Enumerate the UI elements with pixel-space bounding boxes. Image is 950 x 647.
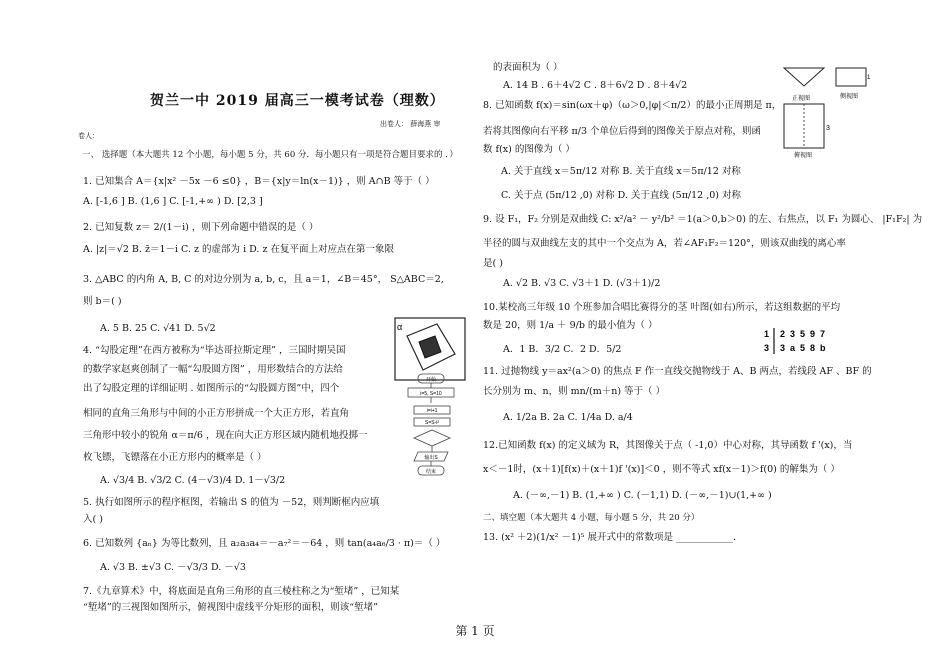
exam-title: 贺兰一中 2019 届高三一模考试卷（理数） bbox=[150, 93, 445, 109]
question-7: 7.《九章算术》中，将底面是直角三角形的直三棱柱称之为“堑堵” ，已知某 bbox=[83, 586, 400, 597]
question-7-options: A. 14 B . 6＋4√2 C . 8＋6√2 D . 8＋4√2 bbox=[503, 80, 688, 91]
question-6-options: A. √3 B. ±√3 C. －√3/3 D. －√3 bbox=[100, 562, 246, 573]
question-3-cont: 则 b＝( ) bbox=[83, 296, 122, 307]
question-8-line3: 数 f(x) 的图像为（ ） bbox=[483, 144, 575, 155]
question-10-line2: 数是 20，则 1/a ＋ 9/b 的最小值为（ ） bbox=[483, 320, 658, 331]
question-9-options: A. √2 B. √3 C. √3＋1 D. (√3＋1)/2 bbox=[503, 278, 661, 289]
top-dim: 3 bbox=[826, 125, 830, 132]
stem-row1: 1 bbox=[764, 329, 770, 339]
question-9-line2: 半径的圆与双曲线左支的其中一个交点为 A，若∠AF₁F₂＝120°，则该双曲线的离心率 bbox=[483, 238, 846, 249]
section-1-heading: 一、 选择题（本大题共 12 个小题，每小题 5 分，共 60 分．每小题只有一项是符合题目要求的 ．） bbox=[82, 150, 458, 160]
question-5: 5. 执行如图所示的程序框图，若输出 S 的值为 －52，则判断框内应填 bbox=[83, 497, 380, 508]
question-7-cont: “堑堵”的三视图如图所示，俯视图中虚线平分矩形的面积，则该“堑堵” bbox=[83, 602, 378, 613]
question-8-options-cd: C. 关于点 (5π/12 ,0) 对称 D. 关于直线 (5π/12 ,0) 对称 bbox=[501, 190, 742, 201]
question-4-line3: 出了勾股定理的详细证明 . 如图所示的“勾股圆方图”中，四个 bbox=[83, 383, 340, 394]
question-4-options: A. √3/4 B. √3/2 C. (4－√3)/4 D. 1－√3/2 bbox=[100, 475, 286, 486]
front-view-triangle bbox=[784, 68, 824, 86]
question-11-line2: 长分别为 m、n，则 mn/(m＋n) 等于（ ） bbox=[483, 386, 666, 397]
question-11: 11. 过抛物线 y＝ax²(a＞0) 的焦点 F 作一直线交抛物线于 A、B 两点，若线段 AF 、BF 的 bbox=[483, 366, 872, 377]
question-7-end: 的表面积为（ ） bbox=[493, 62, 563, 73]
question-9-line3: 是( ) bbox=[483, 258, 503, 269]
flow-init-label: i=5, S=10 bbox=[420, 391, 442, 397]
flowchart-figure bbox=[400, 372, 470, 482]
flow-output-label: 输出S bbox=[424, 455, 438, 461]
flow-step1-label: i=i+1 bbox=[426, 408, 438, 414]
question-3-options: A. 5 B. 25 C. √41 D. 5√2 bbox=[100, 323, 216, 334]
side-view-rect bbox=[836, 68, 866, 86]
question-4-line5: 三角形中较小的锐角 α＝π/6 ，现在向大正方形区域内随机地投掷一 bbox=[83, 430, 368, 441]
stem-leaf-figure bbox=[758, 326, 863, 356]
three-view-figure bbox=[774, 64, 874, 164]
question-1: 1. 已知集合 A＝{x|x² －5x －6 ≤0} ，B＝{x|y＝ln(x－1)} ，则 A∩B 等于（ ） bbox=[83, 176, 435, 187]
top-view-label: 俯视图 bbox=[794, 153, 813, 159]
gougu-alpha: α bbox=[397, 322, 403, 332]
section-2-heading: 二、填空题（本大题共 4 小题，每小题 5 分，共 20 分） bbox=[483, 513, 700, 523]
front-view-label: 正视图 bbox=[792, 96, 811, 102]
question-2: 2. 已知复数 z＝ 2/(1－i) ，则下列命题中错误的是（ ） bbox=[83, 222, 319, 233]
question-3: 3. △ABC 的内角 A, B, C 的对边分别为 a, b, c，且 a＝1，∠B＝45°， S△ABC＝2, bbox=[83, 274, 444, 285]
question-11-options: A. 1/2a B. 2a C. 1/4a D. a/4 bbox=[503, 412, 633, 423]
question-12-line2: x＜－1时，(x＋1)[f(x)＋(x＋1)f '(x)]＜0 ，则不等式 xf(x－1)＞f(0) 的解集为（ ） bbox=[483, 464, 840, 475]
question-4: 4. “勾股定理”在西方被称为“毕达哥拉斯定理” ，三国时期吴国 bbox=[83, 345, 346, 356]
question-5-cont: 入( ) bbox=[83, 514, 103, 525]
reviewer-line: 卷人： bbox=[78, 132, 99, 140]
flow-end-label: 结束 bbox=[425, 469, 437, 475]
question-10-options: A．1 B．3/2 C．2 D．5/2 bbox=[503, 344, 622, 355]
flow-start-label: 开始 bbox=[425, 377, 437, 383]
question-4-line6: 枚飞镖，飞镖落在小正方形内的概率是（ ） bbox=[83, 452, 267, 463]
leaf-row2: 3 a 5 8 b bbox=[780, 343, 826, 353]
side-view-label: 侧视图 bbox=[840, 94, 859, 100]
question-8: 8. 已知函数 f(x)＝sin(ωx＋φ)（ω＞0,|φ|＜π/2）的最小正周期是 π， bbox=[483, 100, 782, 111]
question-12: 12.已知函数 f(x) 的定义域为 R，其图像关于点（ -1,0）中心对称，其导函数 f '(x)，当 bbox=[483, 440, 853, 451]
page-footer: 第 1 页 bbox=[455, 624, 495, 638]
question-8-options-ab: A. 关于直线 x＝5π/12 对称 B. 关于直线 x＝5π/12 对称 bbox=[501, 166, 741, 177]
question-13: 13. (x² ＋2)(1/x² －1)⁵ 展开式中的常数项是 ____________. bbox=[483, 532, 737, 543]
question-4-line4: 相同的直角三角形与中间的小正方形拼成一个大正方形，若直角 bbox=[83, 408, 350, 419]
stem-row2: 3 bbox=[764, 343, 770, 353]
author-line: 出卷人： 薛海燕 审 bbox=[380, 120, 441, 128]
question-2-options: A. |z|＝√2 B. z̄＝1－i C. z 的虚部为 i D. z 在复平面上对应点在第一象限 bbox=[83, 244, 394, 255]
question-10: 10.某校高三年级 10 个班参加合唱比赛得分的茎 叶图(如右)所示，若这组数据的平均 bbox=[483, 302, 841, 313]
side-dim: 1 bbox=[867, 75, 871, 81]
flow-decision bbox=[414, 430, 450, 446]
question-8-line2: 若将其图像向右平移 π/3 个单位后得到的图像关于原点对称，则函 bbox=[483, 126, 762, 137]
question-9: 9. 设 F₁，F₂ 分别是双曲线 C: x²/a² － y²/b² ＝1(a＞0,b＞0) 的左、右焦点，以 F₁ 为圆心、 |F₁F₂| 为 bbox=[483, 214, 923, 225]
flow-step2-label: S=S-i² bbox=[424, 420, 440, 426]
question-12-options: A. (－∞,－1) B. (1,+∞ ) C. (－1,1) D. (－∞,－1)∪(1,+∞ ) bbox=[513, 490, 772, 501]
leaf-row1: 2 3 5 9 7 bbox=[780, 329, 826, 339]
question-1-options: A. [-1,6 ] B. (1,6 ] C. [-1,+∞ ) D. [2,3 ] bbox=[83, 196, 263, 207]
question-6: 6. 已知数列 {aₙ} 为等比数列，且 a₂a₃a₄＝－a₇²＝－64 ，则 tan(a₄a₆/3 · π)＝（ ） bbox=[83, 538, 446, 549]
question-4-line2: 的数学家赵爽创制了一幅“勾股圆方图” ，用形数结合的方法给 bbox=[83, 364, 343, 375]
